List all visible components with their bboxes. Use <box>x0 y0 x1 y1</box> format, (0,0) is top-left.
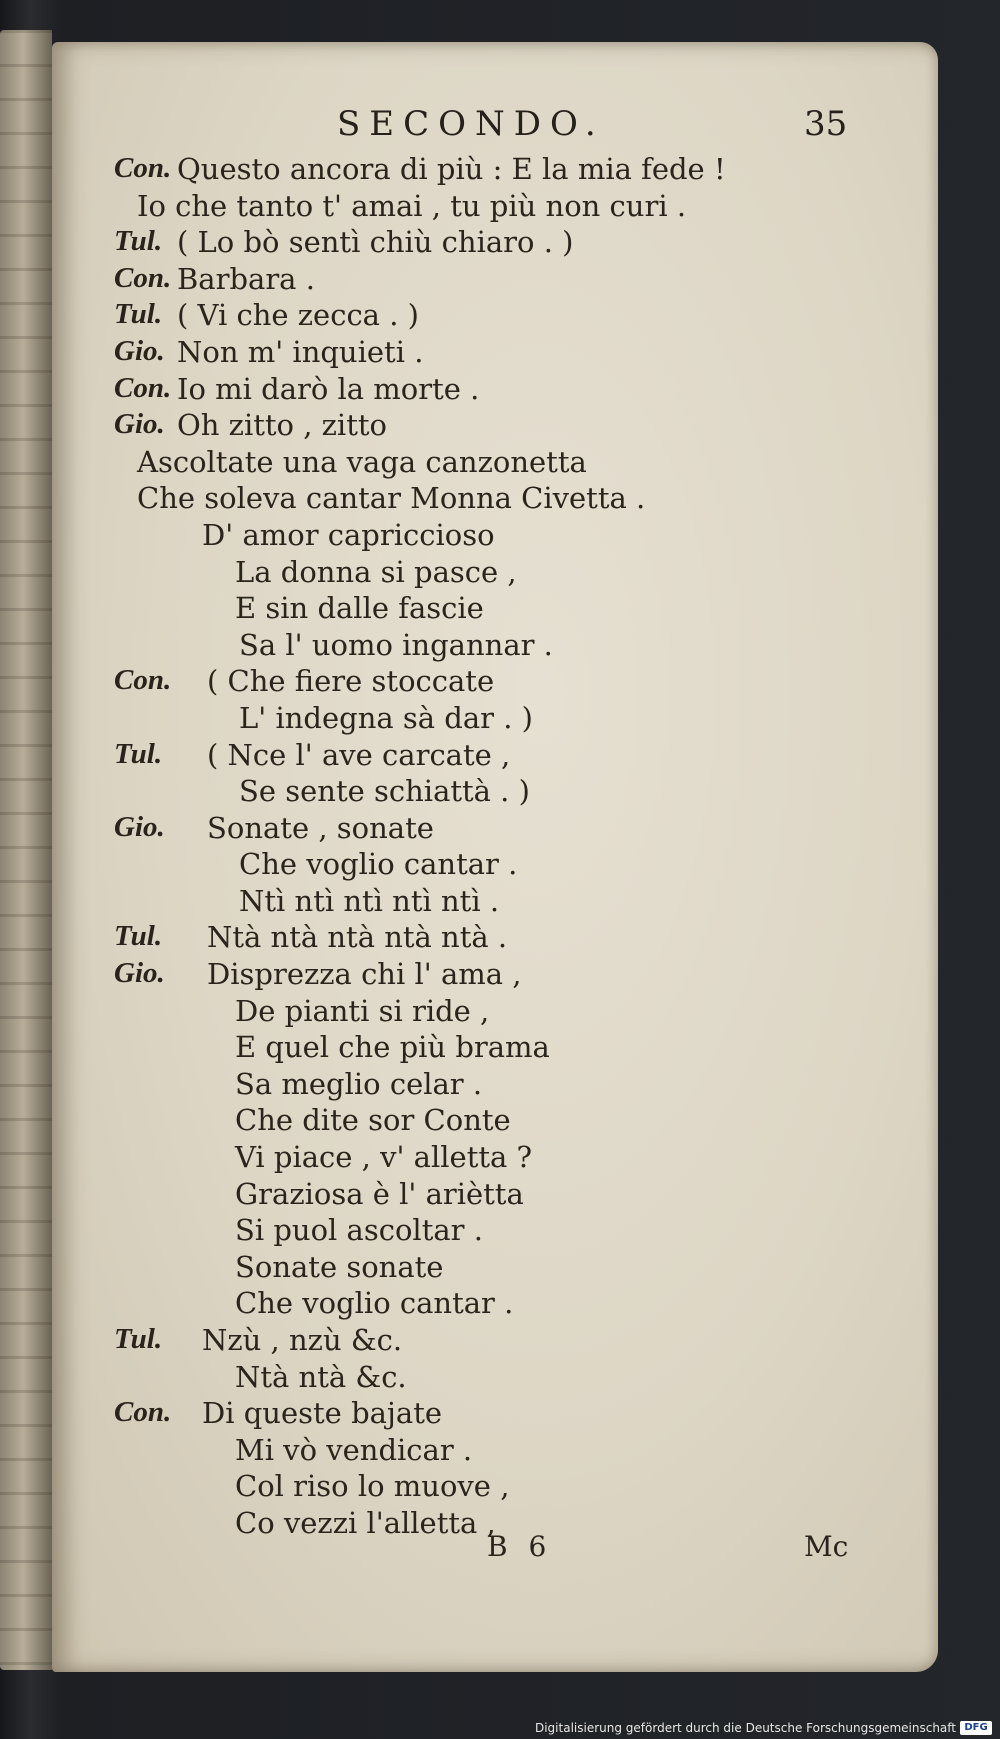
speaker-label: Con. <box>114 664 172 697</box>
verse-text: L' indegna sà dar . ) <box>239 700 533 735</box>
speaker-label: Gio. <box>114 334 165 367</box>
verse-line <box>52 736 938 773</box>
verse-line <box>52 260 938 297</box>
verse-line <box>52 662 938 699</box>
libretto-text <box>52 150 938 1541</box>
verse-line <box>52 553 938 590</box>
verse-line <box>52 918 938 955</box>
verse-line <box>52 772 938 809</box>
verse-line <box>52 516 938 553</box>
verse-line <box>52 1358 938 1395</box>
verse-text: Barbara . <box>177 261 315 296</box>
verse-line <box>52 1065 938 1102</box>
speaker-label: Tul. <box>114 737 163 770</box>
verse-line <box>52 296 938 333</box>
speaker-label: Gio. <box>114 810 165 843</box>
dfg-logo: DFG <box>960 1721 992 1735</box>
verse-line <box>52 150 938 187</box>
verse-text: ( Che fiere stoccate <box>207 664 495 699</box>
verse-text: De pianti si ride , <box>235 993 490 1028</box>
verse-line <box>52 1467 938 1504</box>
speaker-label: Con. <box>114 1396 172 1429</box>
verse-line <box>52 406 938 443</box>
verse-line <box>52 845 938 882</box>
verse-line <box>52 1101 938 1138</box>
verse-text: Vi piace , v' alletta ? <box>235 1140 533 1175</box>
verse-line <box>52 333 938 370</box>
verse-text: Che soleva cantar Monna Civetta . <box>137 481 646 516</box>
verse-line <box>52 1175 938 1212</box>
verse-text: Che voglio cantar . <box>235 1286 514 1321</box>
verse-line <box>52 992 938 1029</box>
verse-text: Ntà ntà ntà ntà ntà . <box>207 920 508 955</box>
printer-signature: B 6 <box>487 1530 553 1563</box>
verse-text: Ntì ntì ntì ntì ntì . <box>239 883 500 918</box>
verse-line <box>52 589 938 626</box>
verse-text: ( Nce l' ave carcate , <box>207 737 511 772</box>
verse-line <box>52 1248 938 1285</box>
verse-text: Io che tanto t' amai , tu più non curi . <box>137 188 687 223</box>
verse-text: E sin dalle fascie <box>235 591 484 626</box>
speaker-label: Gio. <box>114 408 165 441</box>
verse-line <box>52 1431 938 1468</box>
verse-line <box>52 1284 938 1321</box>
book-page <box>52 42 938 1672</box>
verse-text: ( Vi che zecca . ) <box>177 298 419 333</box>
verse-text: Si puol ascoltar . <box>235 1213 483 1248</box>
catchword: Mc <box>804 1530 849 1563</box>
verse-text: Disprezza chi l' ama , <box>207 957 522 992</box>
verse-line <box>52 955 938 992</box>
verse-line <box>52 1321 938 1358</box>
verse-text: D' amor capriccioso <box>202 517 495 552</box>
verse-line <box>52 1211 938 1248</box>
previous-page-edge <box>0 30 52 1670</box>
verse-text: Ntà ntà &c. <box>235 1359 407 1394</box>
verse-line <box>52 699 938 736</box>
verse-text: Di queste bajate <box>202 1396 443 1431</box>
speaker-label: Tul. <box>114 298 163 331</box>
speaker-label: Gio. <box>114 957 165 990</box>
digitization-credit: Digitalisierung gefördert durch die Deutsche Forschungsgemeinschaft <box>534 1721 956 1735</box>
speaker-label: Con. <box>114 371 172 404</box>
verse-text: Che dite sor Conte <box>235 1103 511 1138</box>
verse-text: Col riso lo muove , <box>235 1469 510 1504</box>
page-header <box>52 104 938 154</box>
verse-text: E quel che più brama <box>235 1030 550 1065</box>
verse-text: Non m' inquieti . <box>177 334 424 369</box>
verse-text: Io mi darò la morte . <box>177 371 480 406</box>
verse-text: Co vezzi l'alletta , <box>235 1505 496 1540</box>
speaker-label: Con. <box>114 152 172 184</box>
running-title: SECONDO. <box>337 104 605 144</box>
verse-line <box>52 1028 938 1065</box>
verse-text: Graziosa è l' ariètta <box>235 1176 524 1211</box>
speaker-label: Tul. <box>114 920 163 953</box>
verse-line <box>52 1394 938 1431</box>
speaker-label: Tul. <box>114 1323 163 1355</box>
verse-line <box>52 370 938 407</box>
verse-line <box>52 809 938 846</box>
verse-line <box>52 1138 938 1175</box>
verse-line <box>52 187 938 224</box>
verse-text: Che voglio cantar . <box>239 847 518 882</box>
verse-text: Sonate , sonate <box>207 810 434 845</box>
verse-text: Sonate sonate <box>235 1249 444 1284</box>
verse-text: Questo ancora di più : E la mia fede ! <box>177 152 726 186</box>
verse-line <box>52 443 938 480</box>
verse-line <box>52 223 938 260</box>
verse-text: Sa meglio celar . <box>235 1066 483 1101</box>
verse-text: Nzù , nzù &c. <box>202 1323 403 1357</box>
verse-text: ( Lo bò sentì chiù chiaro . ) <box>177 225 574 260</box>
verse-line <box>52 882 938 919</box>
verse-text: La donna si pasce , <box>235 554 517 589</box>
verse-text: Oh zitto , zitto <box>177 408 387 443</box>
speaker-label: Tul. <box>114 225 163 258</box>
verse-line <box>52 479 938 516</box>
verse-text: Se sente schiattà . ) <box>239 774 530 809</box>
speaker-label: Con. <box>114 261 172 294</box>
page-number: 35 <box>804 104 848 144</box>
verse-text: Mi vò vendicar . <box>235 1432 473 1467</box>
verse-text: Sa l' uomo ingannar . <box>239 627 553 662</box>
verse-line <box>52 626 938 663</box>
verse-text: Ascoltate una vaga canzonetta <box>137 444 587 479</box>
